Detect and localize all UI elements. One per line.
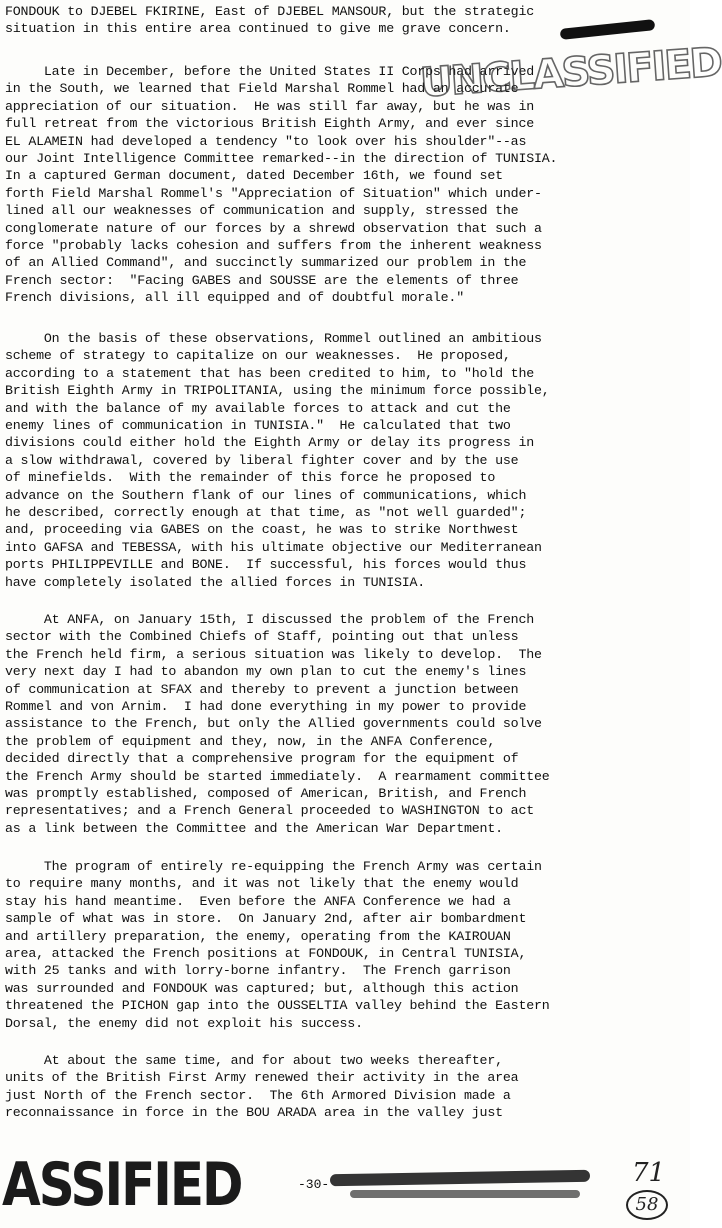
- text-line: At about the same time, and for about two weeks thereafter,: [5, 1053, 503, 1068]
- text-line: conglomerate nature of our forces by a shrewd observation that such a: [5, 220, 542, 236]
- text-line: French sector: "Facing GABES and SOUSSE are the elements of three: [5, 272, 519, 288]
- text-line: reconnaissance in force in the BOU ARADA area in the valley just: [5, 1105, 503, 1121]
- text-line: assistance to the French, but only the Allied governments could solve: [5, 716, 542, 732]
- text-line: representatives; and a French General proceeded to WASHINGTON to act: [5, 803, 535, 819]
- paragraph-4: [5, 611, 685, 837]
- text-line: FONDOUK to DJEBEL FKIRINE, East of DJEBEL MANSOUR, but the strategic: [5, 4, 535, 19]
- text-line: was promptly established, composed of American, British, and French: [5, 786, 527, 802]
- redaction-mark: [350, 1190, 580, 1198]
- text-line: sector with the Combined Chiefs of Staff, pointing out that unless: [5, 629, 519, 645]
- text-line: was surrounded and FONDOUK was captured; but, although this action: [5, 980, 519, 996]
- text-line: appreciation of our situation. He was still far away, but he was in: [5, 98, 535, 114]
- text-line: the French held firm, a serious situation was likely to develop. The: [5, 646, 542, 662]
- paragraph-2: [5, 63, 685, 307]
- text-line: have completely isolated the allied forces in TUNISIA.: [5, 574, 426, 590]
- text-line: to require many months, and it was not likely that the enemy would: [5, 876, 519, 892]
- text-line: On the basis of these observations, Rommel outlined an ambitious: [5, 331, 542, 346]
- classification-stamp-bottom: ASSIFIED: [2, 1150, 242, 1220]
- text-line: British Eighth Army in TRIPOLITANIA, using the minimum force possible,: [5, 383, 550, 399]
- paragraph-5: [5, 858, 685, 1032]
- text-line: EL ALAMEIN had developed a tendency "to look over his shoulder"--as: [5, 133, 527, 149]
- text-line: units of the British First Army renewed their activity in the area: [5, 1070, 519, 1086]
- text-line: as a link between the Committee and the American War Department.: [5, 820, 503, 836]
- text-line: lined all our weaknesses of communication and supply, stressed the: [5, 203, 519, 219]
- text-line: of an Allied Command", and succinctly summarized our problem in the: [5, 255, 527, 271]
- text-line: just North of the French sector. The 6th Armored Division made a: [5, 1087, 511, 1103]
- text-line: The program of entirely re-equipping the French Army was certain: [5, 859, 542, 874]
- text-line: force "probably lacks cohesion and suffers from the inherent weakness: [5, 238, 542, 254]
- text-line: situation in this entire area continued to give me grave concern.: [5, 21, 511, 37]
- text-line: scheme of strategy to capitalize on our weaknesses. He proposed,: [5, 348, 511, 364]
- text-line: decided directly that a comprehensive program for the equipment of: [5, 751, 519, 767]
- redaction-mark: [330, 1170, 590, 1187]
- text-line: very next day I had to abandon my own plan to cut the enemy's lines: [5, 664, 527, 680]
- text-line: area, attacked the French positions at FONDOUK, in Central TUNISIA,: [5, 946, 527, 962]
- text-line: and, proceeding via GABES on the coast, he was to strike Northwest: [5, 522, 519, 538]
- text-line: a slow withdrawal, covered by liberal fighter cover and by the use: [5, 452, 519, 468]
- text-line: threatened the PICHON gap into the OUSSELTIA valley behind the Eastern: [5, 998, 550, 1014]
- text-line: of minefields. With the remainder of this force he proposed to: [5, 470, 496, 486]
- text-line: enemy lines of communication in TUNISIA." He calculated that two: [5, 418, 511, 434]
- text-line: In a captured German document, dated December 16th, we found set: [5, 168, 503, 184]
- text-line: ports PHILIPPEVILLE and BONE. If successful, his forces would thus: [5, 557, 527, 573]
- text-line: advance on the Southern flank of our lines of communications, which: [5, 487, 527, 503]
- handwritten-folio: 71: [632, 1158, 666, 1188]
- text-line: into GAFSA and TEBESSA, with his ultimate objective our Mediterranean: [5, 539, 542, 555]
- paragraph-3: [5, 330, 685, 591]
- text-line: forth Field Marshal Rommel's "Appreciation of Situation" which under-: [5, 185, 542, 201]
- text-line: sample of what was in store. On January 2nd, after air bombardment: [5, 911, 527, 927]
- text-line: our Joint Intelligence Committee remarked--in the direction of TUNISIA.: [5, 151, 558, 167]
- text-line: At ANFA, on January 15th, I discussed the problem of the French: [5, 612, 535, 627]
- text-line: in the South, we learned that Field Marshal Rommel had an accurate: [5, 81, 519, 97]
- text-line: according to a statement that has been credited to him, to "hold the: [5, 365, 535, 381]
- handwritten-circled-number: 58: [626, 1190, 668, 1220]
- page-number: -30-: [298, 1177, 330, 1192]
- paragraph-6: [5, 1052, 685, 1122]
- text-line: and with the balance of my available forces to attack and cut the: [5, 400, 511, 416]
- text-line: stay his hand meantime. Even before the ANFA Conference we had a: [5, 893, 511, 909]
- text-line: of communication at SFAX and thereby to prevent a junction between: [5, 681, 519, 697]
- text-line: the problem of equipment and they, now, in the ANFA Conference,: [5, 733, 496, 749]
- text-line: Rommel and von Arnim. I had done everything in my power to provide: [5, 699, 527, 715]
- text-line: divisions could either hold the Eighth Army or delay its progress in: [5, 435, 535, 451]
- text-line: the French Army should be started immediately. A rearmament committee: [5, 768, 550, 784]
- text-line: full retreat from the victorious British Eighth Army, and ever since: [5, 116, 535, 132]
- text-line: with 25 tanks and with lorry-borne infantry. The French garrison: [5, 963, 511, 979]
- text-line: French divisions, all ill equipped and of doubtful morale.": [5, 290, 464, 306]
- classification-stamp-top: UNCLASSIFIED: [418, 39, 722, 107]
- text-line: Dorsal, the enemy did not exploit his success.: [5, 1015, 363, 1031]
- text-line: Late in December, before the United States II Corps had arrived: [5, 64, 535, 79]
- text-line: and artillery preparation, the enemy, operating from the KAIROUAN: [5, 928, 511, 944]
- text-line: he described, correctly enough at that time, as "not well guarded";: [5, 505, 527, 521]
